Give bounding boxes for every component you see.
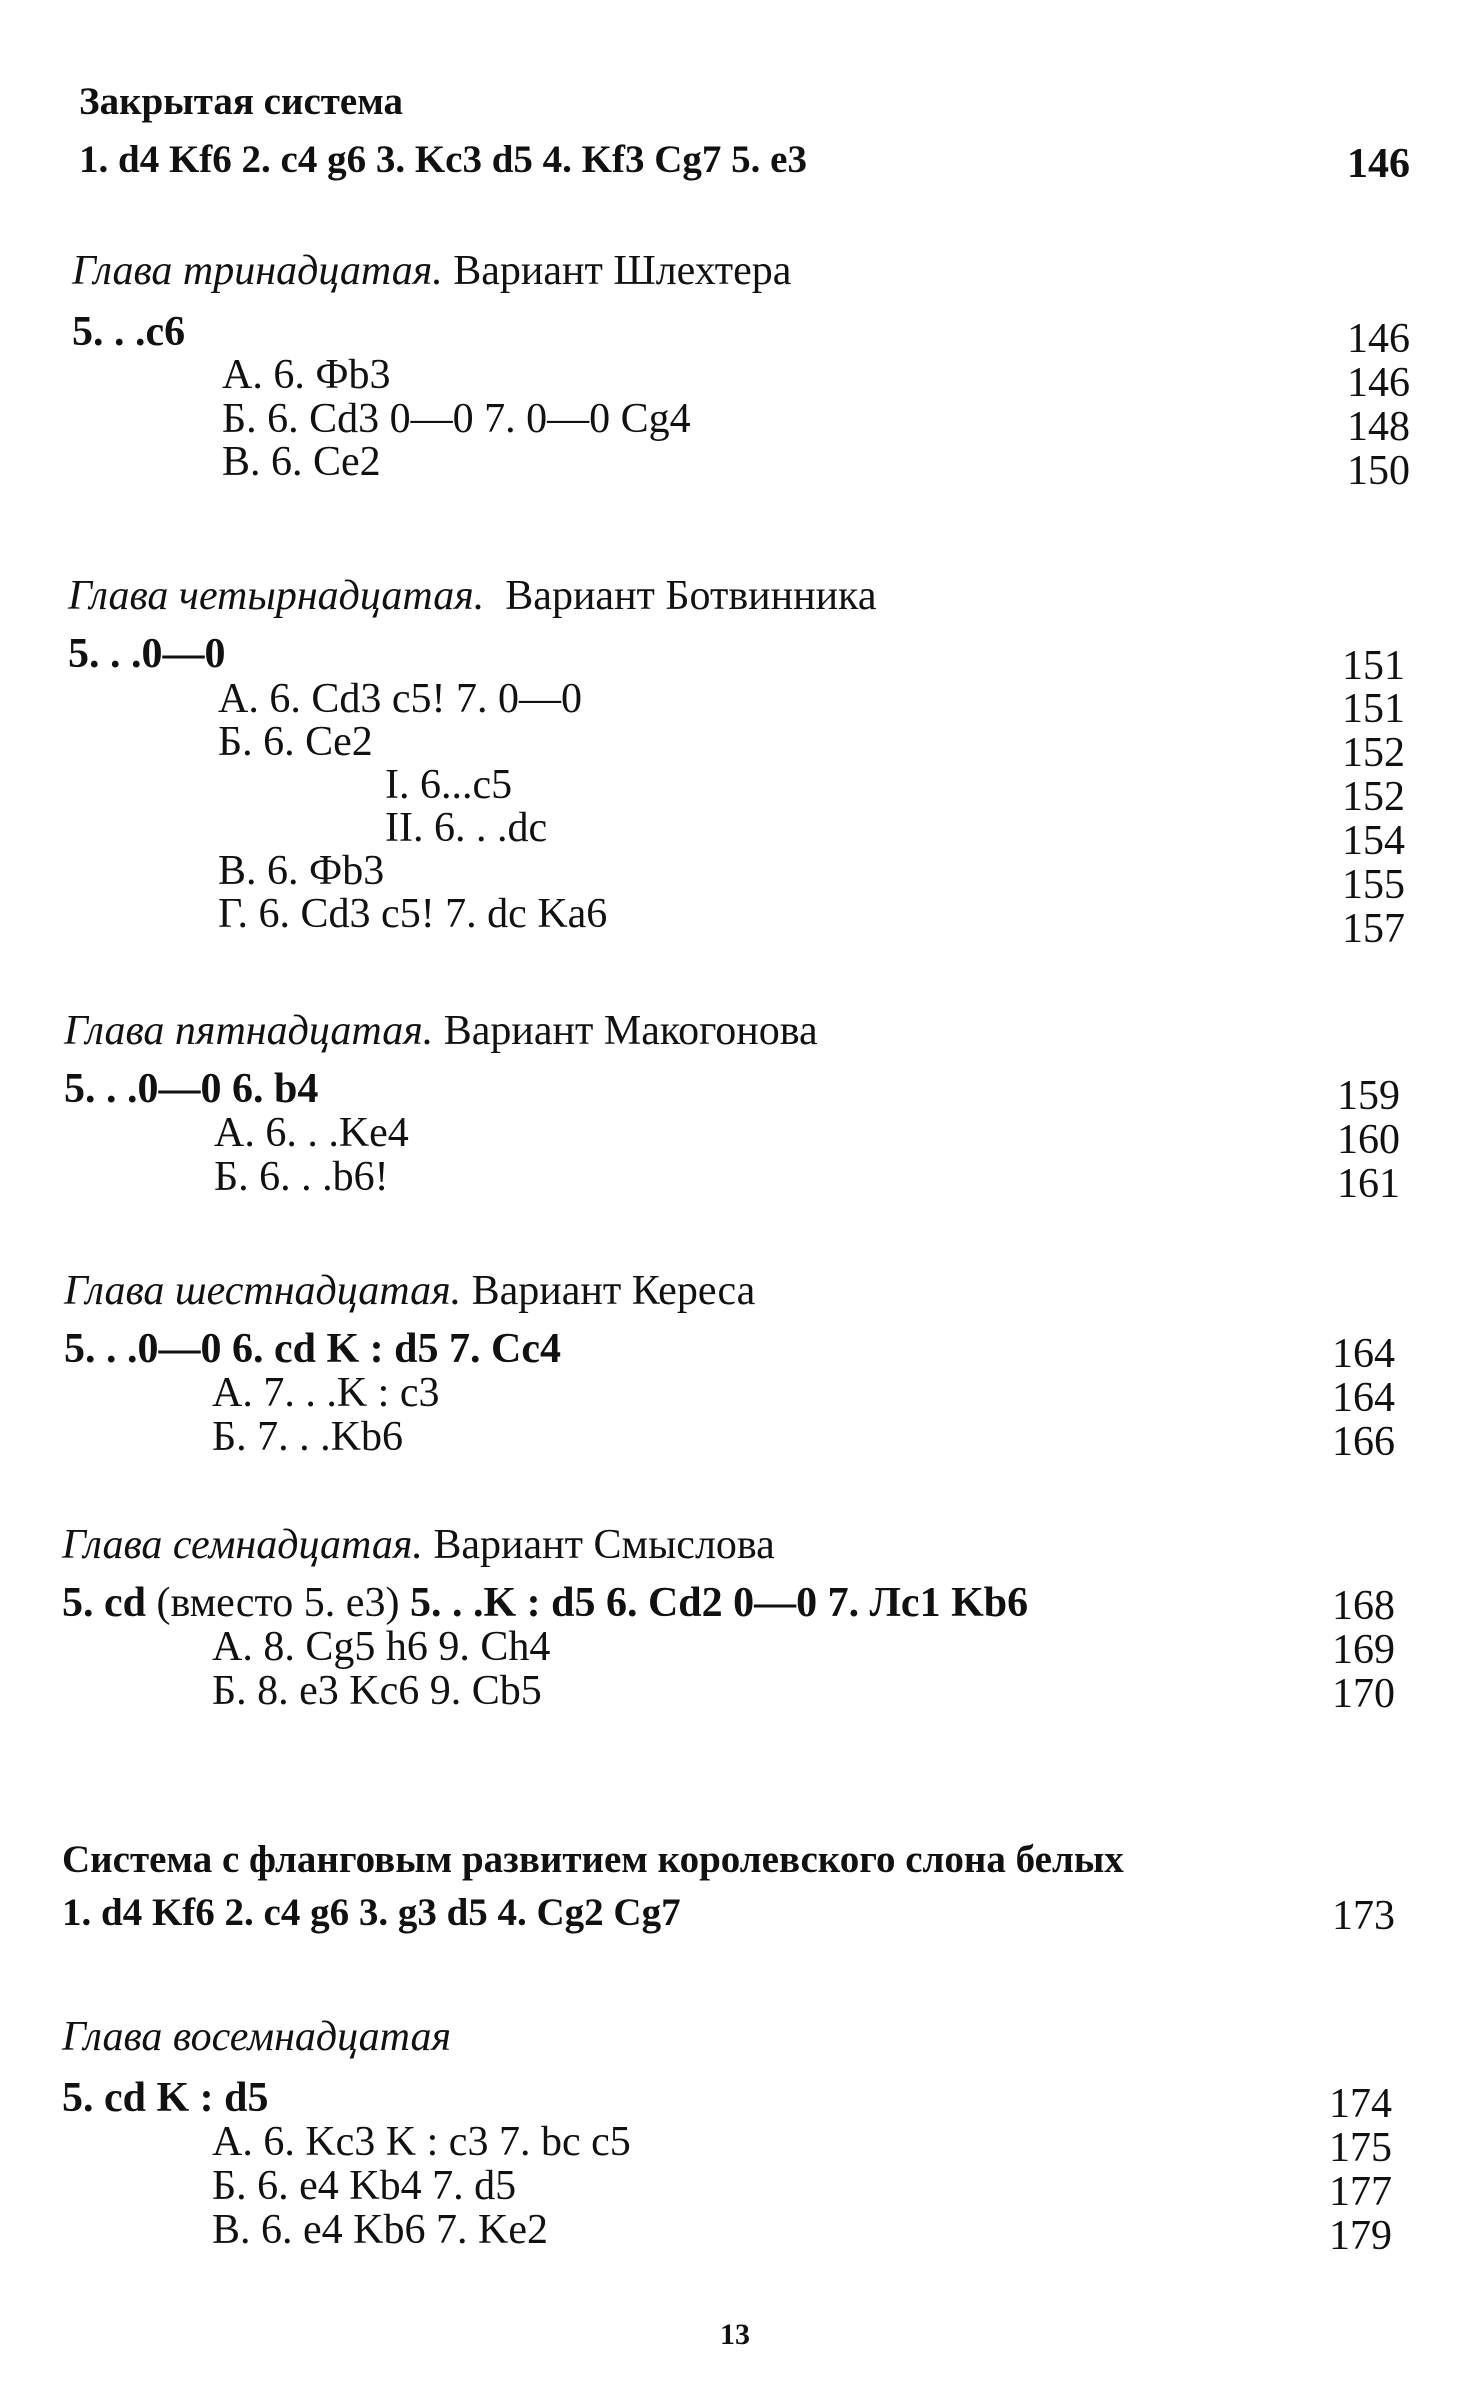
page-number: 174 bbox=[1329, 2081, 1392, 2127]
variation-line: В. 6. e4 Kb6 7. Ke2 bbox=[212, 2207, 548, 2253]
chapter-13-title bbox=[72, 250, 791, 292]
page-number: 164 bbox=[1332, 1331, 1395, 1377]
chapter-14-main-line: 5. . .0—0 bbox=[68, 631, 226, 677]
chapter-name: Вариант Шлехтера bbox=[453, 248, 792, 294]
page-number: 146 bbox=[1347, 316, 1410, 362]
chapter-name: Вариант Макогонова bbox=[443, 1008, 818, 1054]
chapter-17-main-line bbox=[62, 1582, 1028, 1624]
page-number: 177 bbox=[1329, 2169, 1392, 2215]
page-number: 157 bbox=[1342, 906, 1405, 952]
chapter-18-main-line: 5. cd K : d5 bbox=[62, 2075, 269, 2121]
chapter-name: Вариант Смыслова bbox=[433, 1522, 775, 1568]
variation-line: Б. 6. e4 Kb4 7. d5 bbox=[212, 2163, 517, 2209]
chapter-ordinal: Глава восемнадцатая bbox=[62, 2014, 452, 2060]
page-number: 164 bbox=[1332, 1375, 1395, 1421]
folio-page-number: 13 bbox=[720, 2318, 750, 2351]
chapter-16-title bbox=[64, 1270, 755, 1312]
variation-subline: II. 6. . .dc bbox=[385, 805, 548, 851]
page-number: 159 bbox=[1337, 1073, 1400, 1119]
page-number: 175 bbox=[1329, 2125, 1392, 2171]
section-moves-closed-system: 1. d4 Kf6 2. c4 g6 3. Kc3 d5 4. Kf3 Cg7 5. e3 bbox=[79, 138, 807, 181]
page-number: 146 bbox=[1347, 141, 1410, 187]
chapter-13-main-line: 5. . .c6 bbox=[72, 309, 186, 355]
variation-line: А. 6. Фb3 bbox=[222, 352, 391, 398]
chapter-ordinal: Глава тринадцатая. bbox=[72, 248, 443, 294]
page-number: 173 bbox=[1332, 1893, 1395, 1939]
page-number: 160 bbox=[1337, 1117, 1400, 1163]
page-number: 152 bbox=[1342, 730, 1405, 776]
chapter-ordinal: Глава пятнадцатая. bbox=[64, 1008, 434, 1054]
variation-subline: I. 6...c5 bbox=[385, 762, 513, 808]
chapter-ordinal: Глава шестнадцатая. bbox=[64, 1268, 462, 1314]
variation-line: А. 6. Cd3 c5! 7. 0—0 bbox=[218, 676, 582, 722]
page-number: 151 bbox=[1342, 643, 1405, 689]
chapter-16-main-line: 5. . .0—0 6. cd K : d5 7. Cc4 bbox=[64, 1326, 561, 1372]
variation-line: В. 6. Фb3 bbox=[218, 848, 385, 894]
variation-line: А. 8. Cg5 h6 9. Ch4 bbox=[212, 1624, 551, 1670]
chapter-17-title bbox=[62, 1524, 775, 1566]
main-line-moves: 5. cd bbox=[62, 1580, 146, 1626]
chapter-14-title bbox=[68, 575, 876, 617]
variation-line: Г. 6. Cd3 c5! 7. dc Ka6 bbox=[218, 891, 608, 937]
page-number: 152 bbox=[1342, 774, 1405, 820]
chapter-18-title bbox=[62, 2016, 451, 2058]
page-number: 168 bbox=[1332, 1583, 1395, 1629]
page-number: 146 bbox=[1347, 360, 1410, 406]
section-moves-flank-system: 1. d4 Kf6 2. c4 g6 3. g3 d5 4. Cg2 Cg7 bbox=[62, 1891, 681, 1934]
page-number: 151 bbox=[1342, 686, 1405, 732]
chapter-ordinal: Глава семнадцатая. bbox=[62, 1522, 423, 1568]
main-line-note: (вместо 5. e3) bbox=[156, 1580, 400, 1626]
page-number: 169 bbox=[1332, 1627, 1395, 1673]
page-number: 155 bbox=[1342, 862, 1405, 908]
variation-line: Б. 6. Ce2 bbox=[218, 719, 373, 765]
page-number: 154 bbox=[1342, 818, 1405, 864]
variation-line: А. 7. . .K : c3 bbox=[212, 1370, 440, 1416]
chapter-name: Вариант Кереса bbox=[471, 1268, 756, 1314]
page-number: 148 bbox=[1347, 404, 1410, 450]
section-title-flank-system: Система с фланговым развитием королевского слона белых bbox=[62, 1838, 1124, 1881]
variation-line: Б. 7. . .Kb6 bbox=[212, 1414, 403, 1460]
variation-line: Б. 8. e3 Kc6 9. Cb5 bbox=[212, 1668, 542, 1714]
page-number: 166 bbox=[1332, 1419, 1395, 1465]
variation-line: Б. 6. . .b6! bbox=[214, 1154, 389, 1200]
page-number: 150 bbox=[1347, 448, 1410, 494]
page-number: 161 bbox=[1337, 1161, 1400, 1207]
page-number: 170 bbox=[1332, 1671, 1395, 1717]
page-number: 179 bbox=[1329, 2213, 1392, 2259]
variation-line: А. 6. . .Ke4 bbox=[214, 1110, 409, 1156]
chapter-15-title bbox=[64, 1010, 818, 1052]
variation-line: А. 6. Kc3 K : c3 7. bc c5 bbox=[212, 2119, 631, 2165]
variation-line: В. 6. Ce2 bbox=[222, 439, 381, 485]
section-title-closed-system: Закрытая система bbox=[79, 80, 404, 123]
chapter-name: Вариант Ботвинника bbox=[505, 573, 877, 619]
variation-line: Б. 6. Cd3 0—0 7. 0—0 Cg4 bbox=[222, 396, 691, 442]
chapter-15-main-line: 5. . .0—0 6. b4 bbox=[64, 1066, 319, 1112]
main-line-moves: 5. . .K : d5 6. Cd2 0—0 7. Лc1 Kb6 bbox=[409, 1580, 1029, 1626]
chapter-ordinal: Глава четырнадцатая. bbox=[68, 573, 485, 619]
